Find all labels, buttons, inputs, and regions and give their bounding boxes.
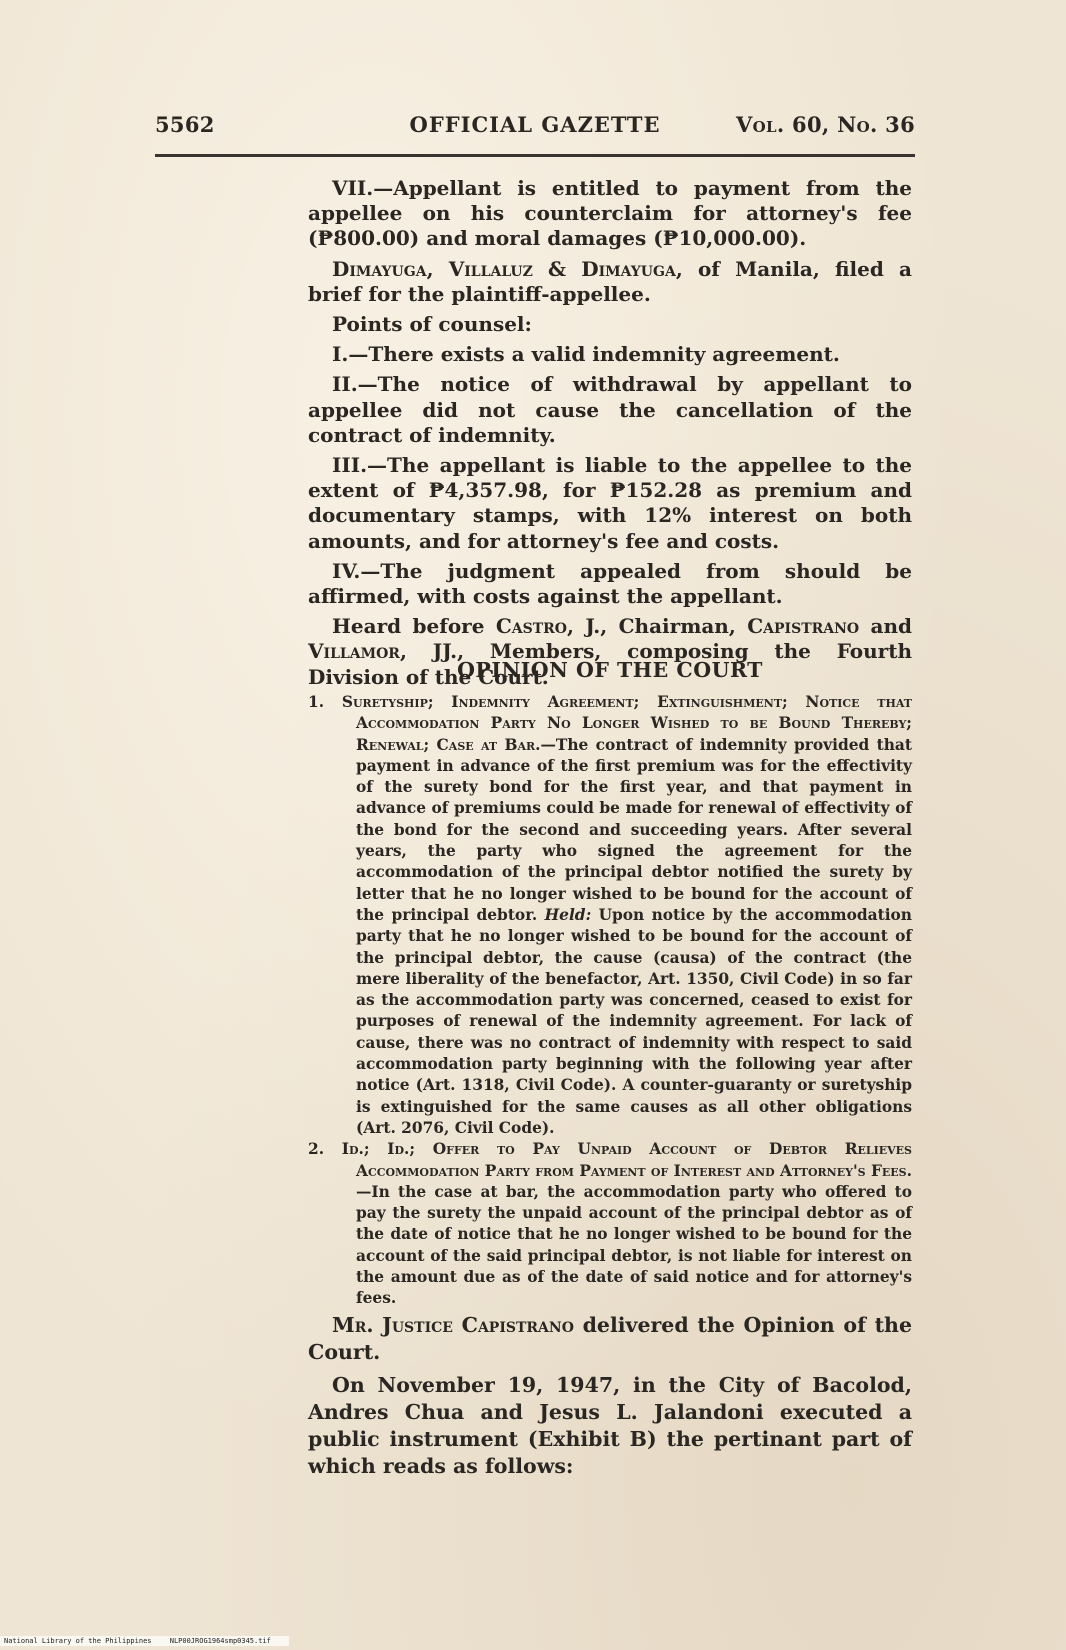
judge-capistrano: Capistrano (747, 614, 860, 639)
main-text (308, 176, 912, 695)
page-header (155, 112, 915, 142)
paragraph-point-iii: III.—The appellant is liable to the appellee to the extent of ₱4,357.98, for ₱152.28 as premium and documentary stamps, with 12% interest on both amounts, and for attorney's fee and costs. (308, 453, 912, 553)
heard-text-c: and (870, 614, 913, 639)
publication-title: OFFICIAL GAZETTE (409, 112, 661, 137)
paragraph-vii: VII.—Appellant is entitled to payment from the appellee on his counterclaim for attorney's fee (₱800.00) and moral damages (₱10,000.00). (308, 176, 912, 251)
counsel-text: of Manila, filed a brief for the plaintiff-appellee. (308, 256, 912, 306)
volume-number: Vol. 60, No. 36 (736, 112, 915, 137)
counsel-name: Dimayuga, Villaluz & Dimayuga, (332, 256, 683, 281)
paragraph-facts: On November 19, 1947, in the City of Bacolod, Andres Chua and Jesus L. Jalandoni executed a public instrument (Exhibit B) the pertinant part of which reads as follows: (308, 1373, 912, 1478)
syllabus-item-1 (308, 692, 912, 1139)
heard-text-d: JJ., Members, composing the Fourth Division of the Court. (308, 639, 912, 689)
syllabus-caption: Suretyship; Indemnity Agreement; Extinguishment; Notice that Accommodation Party No Longer Wished to be Bound Thereby; Renewal; Case at Bar. (341, 693, 912, 754)
justice-name: Mr. Justice Capistrano (332, 1313, 574, 1337)
paragraph-point-ii: II.—The notice of withdrawal by appellant to appellee did not cause the cancellation of the contract of indemnity. (308, 372, 912, 447)
syllabus (308, 692, 912, 1310)
paragraph-delivered (308, 1312, 912, 1366)
paragraph-counsel (308, 257, 912, 307)
paragraph-points-heading: Points of counsel: (332, 312, 532, 337)
footer-source: National Library of the Philippines (4, 1637, 152, 1645)
syllabus-text: —In the case at bar, the accommodation party who offered to pay the surety the unpaid account of the principal debtor as of the date of notice that he no longer wished to be bound for the account of the said principal debtor, is not liable for interest on the amount due as of the date of said notice and for attorney's fees. (356, 1182, 912, 1308)
syllabus-number: 2. (308, 1140, 325, 1159)
syllabus-caption: Id.; Id.; Offer to Pay Unpaid Account of Debtor Relieves Accommodation Party from Payment of Interest and Attorney's Fees. (341, 1140, 912, 1180)
page-number: 5562 (155, 112, 215, 137)
delivered-text: delivered the Opinion of the Court. (308, 1313, 912, 1364)
heard-text-b: J., Chairman, (585, 614, 736, 639)
header-rule (155, 154, 915, 157)
held-label: Held: (544, 905, 592, 924)
opinion-text (308, 1312, 912, 1486)
heard-text-a: Heard before (332, 614, 485, 639)
syllabus-item-2 (308, 1139, 912, 1309)
syllabus-number: 1. (308, 693, 325, 711)
judge-villamor: Villamor, (308, 639, 407, 664)
paragraph-point-i: I.—There exists a valid indemnity agreement. (332, 342, 840, 367)
syllabus-text: —The contract of indemnity provided that payment in advance of the first premium was for the effectivity of the surety bond for the first year, and that payment in advance of premiums could be made for renewal of effectivity of the bond for the second and succeeding years. After several years, the party who signed the agreement for the accommodation of the principal debtor notified the surety by letter that he no longer wished to be bound for the account of the principal debtor. (356, 735, 913, 924)
footer-file: NLP00JROG1964smp0345.tif (169, 1637, 271, 1645)
judge-castro: Castro, (495, 614, 574, 639)
opinion-heading: OPINION OF THE COURT (457, 658, 763, 682)
syllabus-text: Upon notice by the accommodation party that he no longer wished to be bound for the account of the principal debtor, the cause (causa) of the contract (the mere liberality of the benefactor, Art. 1350, Civil Code) in so far as the accommodation party was concerned, ceased to exist for purposes of renewal of the indemnity agreement. For lack of cause, there was no contract of indemnity with respect to said accommodation party beginning with the following year after notice (Art. 1318, Civil Code). A counter-guaranty or suretyship is extinguished for the same causes as all other obligations (Art. 2076, Civil Code). (356, 905, 913, 1137)
paragraph-point-iv: IV.—The judgment appealed from should be affirmed, with costs against the appellant. (308, 558, 912, 609)
scan-footer (0, 1636, 289, 1646)
